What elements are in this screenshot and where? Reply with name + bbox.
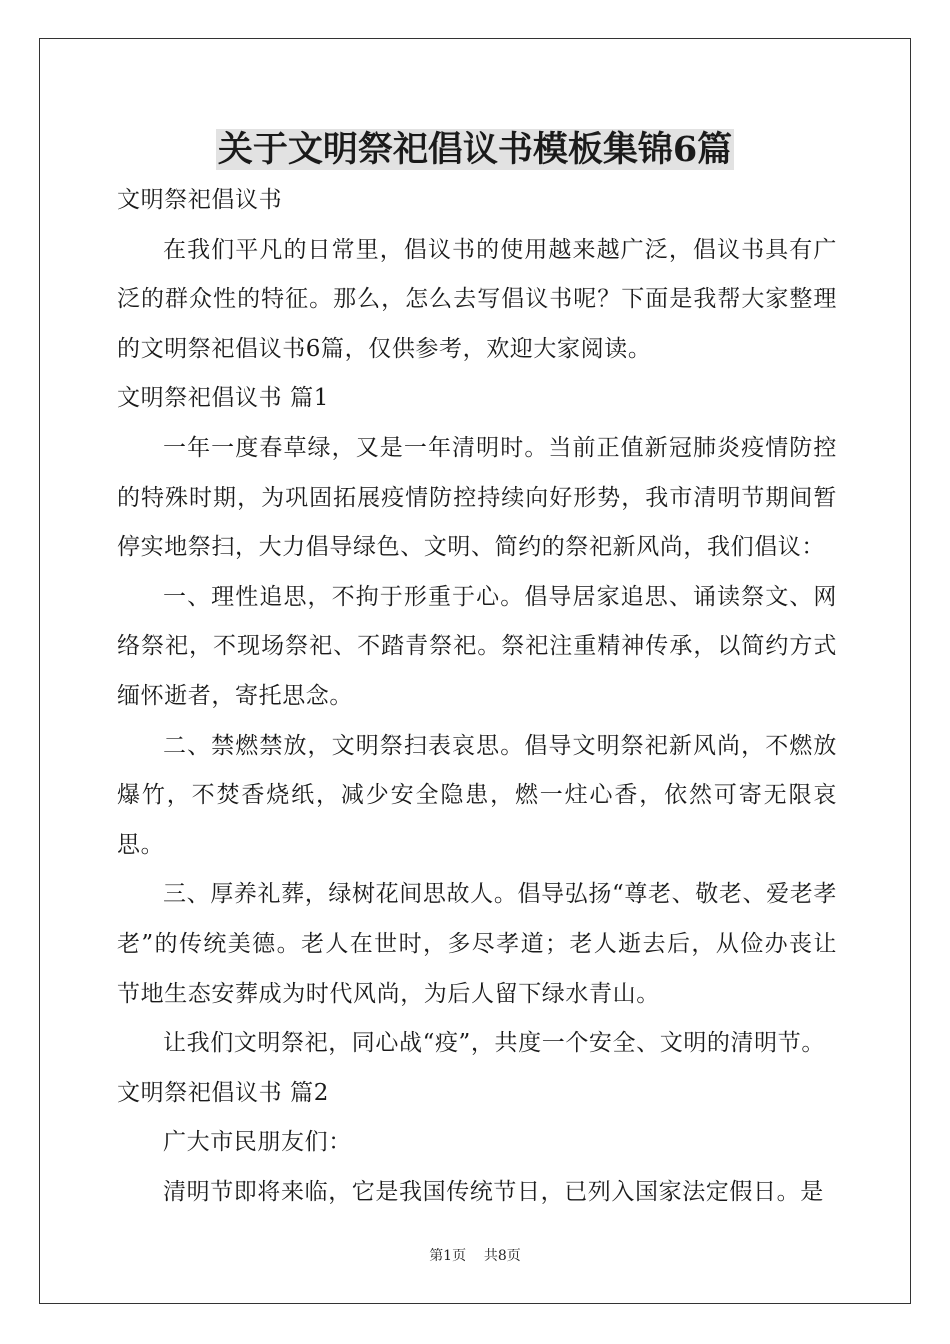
section-heading: 文明祭祀倡议书 篇2 [117, 1079, 329, 1106]
body-paragraph: 一年一度春草绿，又是一年清明时。当前正值新冠肺炎疫情防控的特殊时期，为巩固拓展疫情防控持续向好形势，我市清明节期间暂停实地祭扫，大力倡导绿色、文明、简约的祭祀新风尚，我们倡议： [117, 434, 837, 561]
section-heading: 文明祭祀倡议书 [117, 187, 283, 213]
document-title-text: 关于文明祭祀倡议书模板集锦6篇 [217, 129, 733, 170]
section-heading: 文明祭祀倡议书 篇1 [117, 385, 329, 412]
page-footer [0, 1246, 950, 1266]
intro-paragraph: 在我们平凡的日常里，倡议书的使用越来越广泛，倡议书具有广泛的群众性的特征。那么，怎么去写倡议书呢？下面是我帮大家整理的文明祭祀倡议书6篇，仅供参考，欢迎大家阅读。 [117, 236, 837, 362]
document-title [0, 124, 950, 176]
document-body [117, 176, 837, 1217]
body-paragraph: 清明节即将来临，它是我国传统节日，已列入国家法定假日。是 [163, 1178, 824, 1205]
salutation-paragraph: 广大市民朋友们： [163, 1129, 352, 1156]
body-paragraph: 二、禁燃禁放，文明祭扫表哀思。倡导文明祭祀新风尚，不燃放爆竹，不焚香烧纸，减少安全隐患，燃一炷心香，依然可寄无限哀思。 [117, 732, 837, 858]
body-paragraph: 一、理性追思，不拘于形重于心。倡导居家追思、诵读祭文、网络祭祀，不现场祭祀、不踏青祭祀。祭祀注重精神传承，以简约方式缅怀逝者，寄托思念。 [117, 583, 837, 709]
body-paragraph: 让我们文明祭祀，同心战“疫”，共度一个安全、文明的清明节。 [163, 1030, 825, 1057]
page-number: 第1页 共8页 [429, 1248, 521, 1264]
body-paragraph: 三、厚养礼葬，绿树花间思故人。倡导弘扬“尊老、敬老、爱老孝老”的传统美德。老人在世时，多尽孝道；老人逝去后，从俭办丧让节地生态安葬成为时代风尚，为后人留下绿水青山。 [117, 881, 837, 1007]
